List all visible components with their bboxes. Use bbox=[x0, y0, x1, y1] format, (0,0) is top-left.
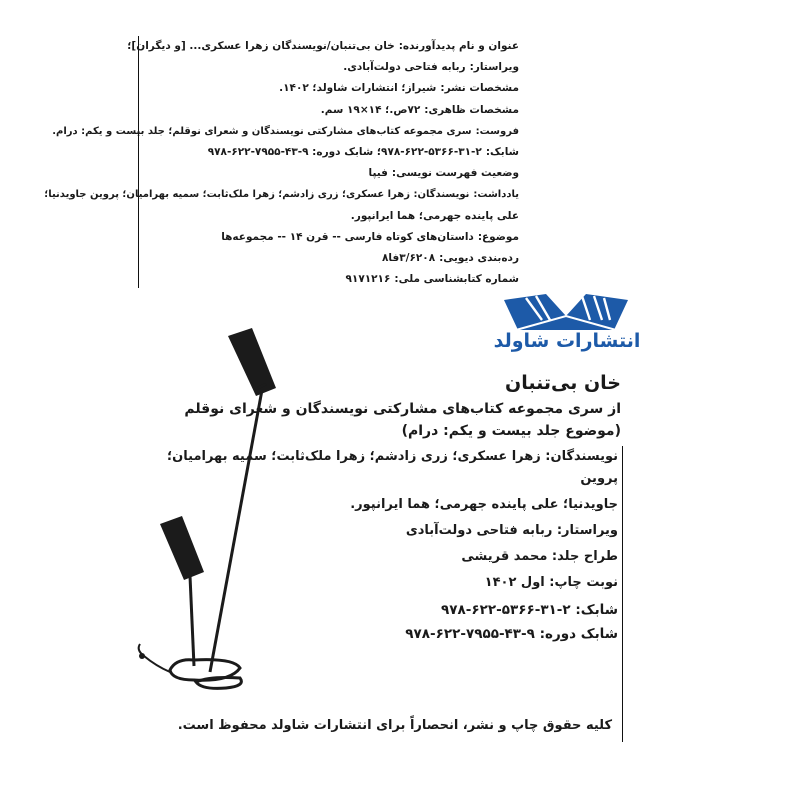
edition-line: نوبت چاپ: اول ۱۴۰۲ bbox=[484, 575, 618, 590]
copyright-notice: کلیه حقوق چاپ و نشر، انحصاراً برای انتشارات شاولد محفوظ است. bbox=[177, 718, 612, 733]
authors-line-2: جاویدنیا؛ علی پاینده جهرمی؛ هما ایرانپور. bbox=[350, 497, 618, 512]
cip-row-note: یادداشت:نویسندگان: زهرا عسکری؛ زری زادشم؛ زهرا ملک‌ثابت؛ سمیه بهرامیان؛ پروین جاویدنیا؛ bbox=[44, 189, 519, 201]
floor-lamp-illustration bbox=[130, 310, 300, 690]
cip-row-title: عنوان و نام پدیدآورنده:خان بی‌تنبان/نویسندگان زهرا عسکری... [و دیگران]؛ bbox=[127, 40, 519, 52]
publisher-logo-text: انتشارات شاولد bbox=[493, 330, 641, 352]
cip-row-publisher: مشخصات نشر:شیراز؛ انتشارات شاولد؛ ۱۴۰۲. bbox=[279, 82, 519, 95]
cip-row-physical: مشخصات ظاهری:۷۲ص.؛ ۱۴×۱۹ سم. bbox=[320, 103, 519, 116]
series-line: از سری مجموعه کتاب‌های مشارکتی نویسندگان و شعرای نوقلم bbox=[184, 401, 621, 417]
cip-row-editor: ویراستار:ربابه فتاحی دولت‌آبادی. bbox=[343, 61, 519, 74]
authors-line-1: نویسندگان: زهرا عسکری؛ زری زادشم؛ زهرا ملک‌ثابت؛ سمیه بهرامیان؛ پروین bbox=[166, 449, 618, 486]
cip-row-subject: موضوع:داستان‌های کوتاه فارسی -- قرن ۱۴ -- مجموعه‌ها bbox=[221, 230, 519, 243]
cip-row-dewey: رده‌بندی دیویی:۳/۶۲۰۸فا۸ bbox=[381, 252, 519, 265]
volume-line: (موضوع جلد بیست و یکم: درام) bbox=[401, 423, 621, 439]
cip-row-series: فروست:سری مجموعه کتاب‌های مشارکتی نویسندگان و شعرای نوقلم؛ جلد بیست و یکم: درام. bbox=[52, 125, 519, 137]
cip-row-national-number: شماره کتابشناسی ملی:۹۱۷۱۲۱۶ bbox=[345, 273, 519, 286]
isbn-set-line: شابک دوره: ۹-۴۳-۷۹۵۵-۶۲۲-۹۷۸ bbox=[405, 626, 618, 642]
editor-line: ویراستار: ربابه فتاحی دولت‌آبادی bbox=[405, 523, 618, 538]
isbn-line: شابک: ۲-۳۱-۵۳۶۶-۶۲۲-۹۷۸ bbox=[441, 602, 618, 618]
book-title: خان بی‌تنبان bbox=[504, 372, 621, 394]
cip-row-status: وضعیت فهرست نویسی:فیپا bbox=[368, 167, 519, 180]
cip-block bbox=[44, 36, 519, 288]
cip-row-note-cont: علی پاینده جهرمی؛ هما ایرانپور. bbox=[350, 209, 519, 222]
cip-row-isbn: شابک:۲-۳۱-۵۳۶۶-۶۲۲-۹۷۸؛ شابک دوره: ۹-۴۳-۷۹۵۵-۶۲۲-۹۷۸ bbox=[207, 146, 519, 159]
cover-designer-line: طراح جلد: محمد قریشی bbox=[461, 549, 618, 564]
